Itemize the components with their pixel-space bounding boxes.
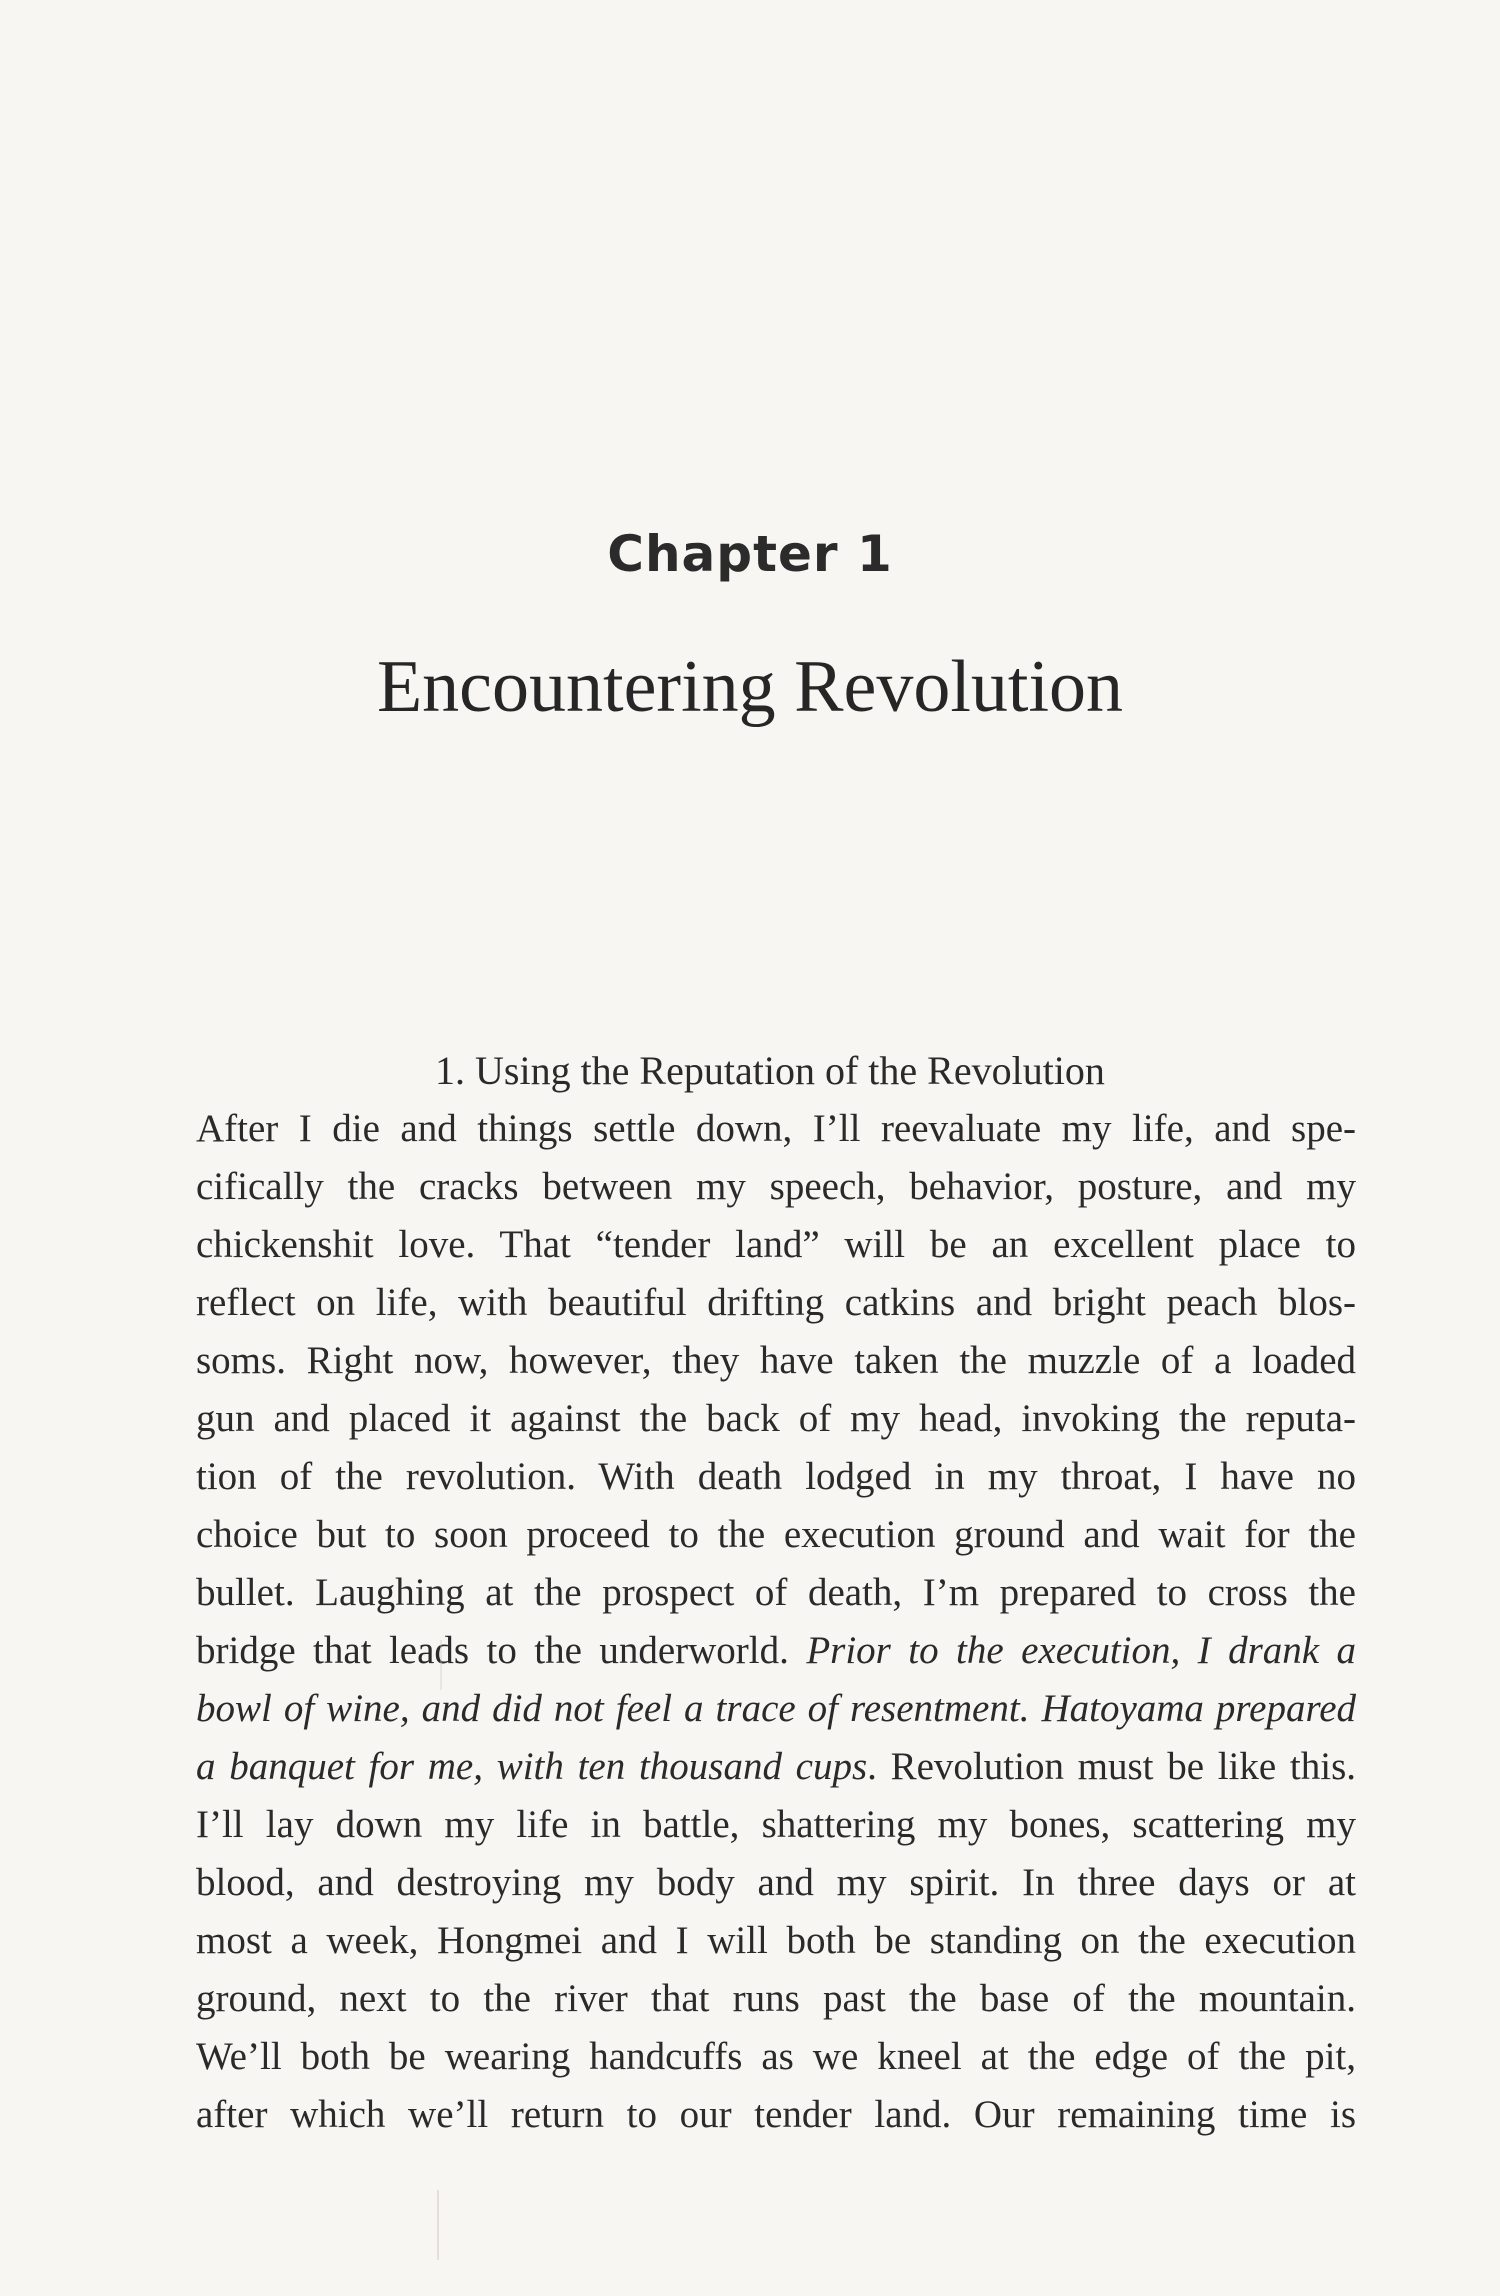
chapter-label: Chapter 1	[607, 525, 893, 583]
text-line	[196, 1158, 1356, 1216]
text-line	[196, 1796, 1356, 1854]
text-line	[196, 2028, 1356, 2086]
text-segment: blood, and destroying my body and my spirit. In three days or at	[196, 1861, 1356, 1904]
text-line	[196, 1448, 1356, 1506]
text-line	[196, 1854, 1356, 1912]
text-segment: cifically the cracks between my speech, behavior, posture, and my	[196, 1165, 1356, 1208]
chapter-title: Encountering Revolution	[376, 646, 1124, 728]
text-segment: choice but to soon proceed to the execution ground and wait for the	[196, 1513, 1356, 1556]
text-segment: chickenshit love. That “tender land” will be an excellent place to	[196, 1223, 1356, 1266]
text-line	[196, 1564, 1356, 1622]
text-line	[196, 1274, 1356, 1332]
body-text	[196, 1042, 1356, 2144]
text-segment: After I die and things settle down, I’ll reevaluate my life, and spe-	[196, 1107, 1356, 1150]
paragraph	[196, 1100, 1356, 2144]
scan-mark	[437, 2190, 439, 2260]
text-segment: We’ll both be wearing handcuffs as we kneel at the edge of the pit,	[196, 2035, 1356, 2078]
text-segment: bridge that leads to the underworld.	[196, 1629, 807, 1672]
text-line	[196, 1912, 1356, 1970]
text-line	[196, 1216, 1356, 1274]
section-heading: 1. Using the Reputation of the Revolution	[435, 1048, 1105, 1093]
italic-text: Prior to the execution, I drank a	[806, 1629, 1356, 1672]
text-line	[196, 1622, 1356, 1680]
text-segment: . Revolution must be like this.	[867, 1745, 1356, 1788]
italic-text: a banquet for me, with ten thousand cups	[196, 1745, 868, 1788]
text-line	[196, 1332, 1356, 1390]
text-segment: soms. Right now, however, they have taken the muzzle of a loaded	[196, 1339, 1356, 1382]
text-segment: tion of the revolution. With death lodged in my throat, I have no	[196, 1455, 1356, 1498]
text-segment: ground, next to the river that runs past the base of the mountain.	[196, 1977, 1356, 2020]
scan-mark	[440, 1640, 442, 1690]
text-segment: bullet. Laughing at the prospect of death, I’m prepared to cross the	[196, 1571, 1356, 1614]
text-line	[196, 1390, 1356, 1448]
text-line	[196, 2086, 1356, 2144]
text-segment: reflect on life, with beautiful drifting catkins and bright peach blos-	[196, 1281, 1356, 1324]
text-segment: after which we’ll return to our tender land. Our remaining time is	[196, 2093, 1356, 2136]
text-line	[196, 1680, 1356, 1738]
text-segment: gun and placed it against the back of my head, invoking the reputa-	[196, 1397, 1356, 1440]
text-line	[196, 1506, 1356, 1564]
text-segment: most a week, Hongmei and I will both be standing on the execution	[196, 1919, 1356, 1962]
text-line	[196, 1100, 1356, 1158]
text-line	[196, 1970, 1356, 2028]
text-segment: I’ll lay down my life in battle, shattering my bones, scattering my	[196, 1803, 1356, 1846]
text-line	[196, 1738, 1356, 1796]
italic-text: bowl of wine, and did not feel a trace of resentment. Hatoyama prepared	[196, 1687, 1356, 1730]
